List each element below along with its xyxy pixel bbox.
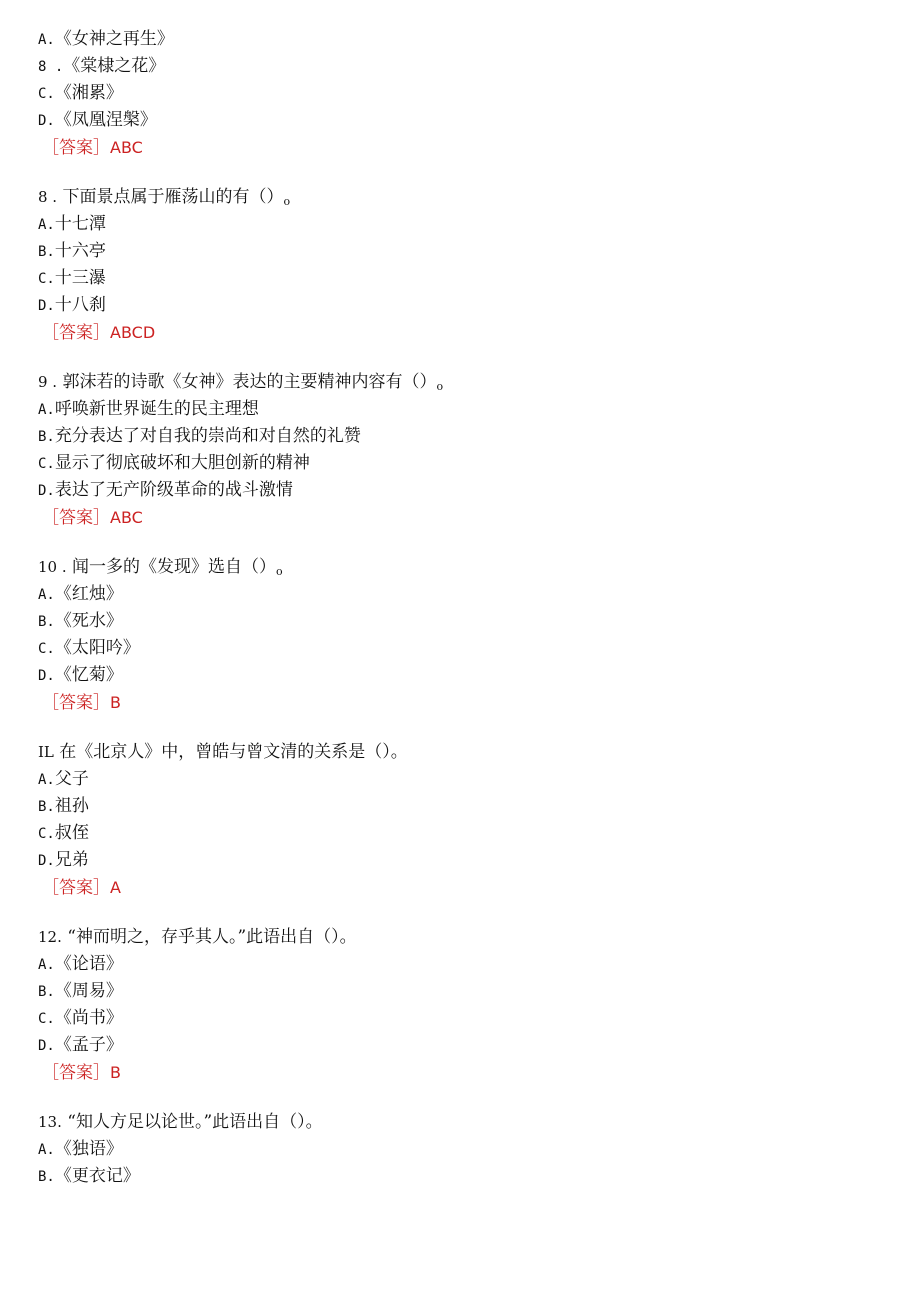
option-text: 《死水》 (54, 611, 123, 631)
option-letter: D. (38, 668, 55, 684)
option-letter: A. (38, 957, 55, 973)
answer-value: ABC (110, 508, 143, 527)
option-line (38, 951, 898, 978)
option-text: 《独语》 (54, 1139, 123, 1159)
question-stem: 下面景点属于雁荡山的有（） (62, 187, 284, 207)
option-text: 兄弟 (54, 850, 89, 870)
question-text (38, 554, 898, 581)
option-letter: A. (38, 217, 55, 233)
option-text: 十六亭 (54, 241, 106, 261)
option-line (38, 635, 898, 662)
question-number: 9 . (38, 373, 58, 391)
question-number: 8 . (38, 188, 58, 206)
option-text: 《忆菊》 (54, 665, 123, 685)
option-text: 《周易》 (54, 981, 123, 1001)
option-letter: C. (38, 271, 55, 287)
question-text (38, 739, 898, 766)
block-spacer (38, 531, 898, 554)
option-letter: B. (38, 244, 55, 260)
question-block (38, 369, 898, 554)
option-letter: C. (38, 86, 55, 102)
question-tail-mark: o (276, 565, 283, 578)
answer-value: B (110, 693, 121, 712)
question-block (38, 26, 898, 184)
answer-line (38, 689, 898, 716)
answer-value: ABC (110, 138, 143, 157)
question-number: IL (38, 743, 54, 761)
question-stem: 闻一多的《发现》选自（） (72, 557, 277, 577)
option-line (38, 292, 898, 319)
option-text: 《更衣记》 (54, 1166, 140, 1186)
option-line (38, 450, 898, 477)
question-number: 13. (38, 1113, 62, 1131)
answer-label: ［答案］ (42, 508, 110, 528)
answer-label: ［答案］ (42, 323, 110, 343)
option-letter: C. (38, 641, 55, 657)
answer-label: ［答案］ (42, 878, 110, 898)
answer-line (38, 1059, 898, 1086)
question-block (38, 739, 898, 924)
option-letter: B. (38, 799, 55, 815)
option-text: 十七潭 (54, 214, 106, 234)
option-text: 《湘累》 (54, 83, 123, 103)
question-tail-mark: o (283, 195, 291, 208)
document-body (38, 26, 898, 1190)
option-letter: B. (38, 429, 55, 445)
answer-value: A (110, 878, 121, 897)
option-letter: 8 . (38, 59, 64, 75)
option-letter: A. (38, 587, 55, 603)
option-line (38, 1005, 898, 1032)
option-text: 父子 (54, 769, 89, 789)
option-text: 充分表达了对自我的崇尚和对自然的礼赞 (54, 426, 361, 446)
question-block (38, 184, 898, 369)
option-letter: B. (38, 1169, 55, 1185)
option-line (38, 107, 898, 134)
option-line (38, 1136, 898, 1163)
option-text: 呼唤新世界诞生的民主理想 (54, 399, 259, 419)
option-line (38, 26, 898, 53)
block-spacer (38, 161, 898, 184)
option-letter: D. (38, 113, 55, 129)
answer-label: ［答案］ (42, 138, 110, 158)
option-letter: D. (38, 1038, 55, 1054)
option-letter: B. (38, 984, 55, 1000)
option-line (38, 265, 898, 292)
option-letter: C. (38, 826, 55, 842)
option-letter: D. (38, 853, 55, 869)
option-letter: B. (38, 614, 55, 630)
answer-value: B (110, 1063, 121, 1082)
block-spacer (38, 346, 898, 369)
option-letter: D. (38, 298, 55, 314)
answer-line (38, 504, 898, 531)
option-letter: A. (38, 772, 55, 788)
question-stem: 在《北京人》中，曾皓与曾文清的关系是（）。 (59, 742, 408, 762)
option-text: 十三瀑 (54, 268, 106, 288)
option-text: 《论语》 (54, 954, 123, 974)
option-text: 《凤凰涅槃》 (54, 110, 157, 130)
option-line (38, 820, 898, 847)
block-spacer (38, 1086, 898, 1109)
question-block (38, 924, 898, 1109)
block-spacer (38, 716, 898, 739)
question-number: 12. (38, 928, 62, 946)
option-line (38, 211, 898, 238)
option-line (38, 1163, 898, 1190)
option-line (38, 662, 898, 689)
option-line (38, 581, 898, 608)
option-text: 《孟子》 (54, 1035, 123, 1055)
option-text: 《太阳吟》 (54, 638, 140, 658)
option-letter: D. (38, 483, 55, 499)
option-line (38, 766, 898, 793)
option-line (38, 793, 898, 820)
question-stem: “知人方足以论世。”此语出自（）。 (67, 1112, 323, 1132)
option-text: 《红烛》 (54, 584, 123, 604)
option-text: 祖孙 (54, 796, 89, 816)
option-text: 《棠棣之花》 (63, 56, 166, 76)
option-letter: C. (38, 456, 55, 472)
option-line (38, 53, 898, 80)
option-text: 十八刹 (54, 295, 106, 315)
option-text: 叔侄 (54, 823, 89, 843)
option-letter: A. (38, 32, 55, 48)
question-block (38, 1109, 898, 1190)
option-line (38, 477, 898, 504)
option-line (38, 608, 898, 635)
answer-line (38, 874, 898, 901)
option-line (38, 80, 898, 107)
question-stem: “神而明之，存乎其人。”此语出自（）。 (67, 927, 357, 947)
option-line (38, 847, 898, 874)
answer-label: ［答案］ (42, 1063, 110, 1083)
option-letter: A. (38, 402, 55, 418)
option-line (38, 1032, 898, 1059)
question-text (38, 924, 898, 951)
option-text: 《尚书》 (54, 1008, 123, 1028)
option-text: 《女神之再生》 (54, 29, 174, 49)
answer-value: ABCD (110, 323, 156, 342)
option-line (38, 396, 898, 423)
answer-line (38, 319, 898, 346)
option-text: 表达了无产阶级革命的战斗激情 (54, 480, 293, 500)
option-letter: C. (38, 1011, 55, 1027)
question-text (38, 1109, 898, 1136)
block-spacer (38, 901, 898, 924)
question-block (38, 554, 898, 739)
option-line (38, 978, 898, 1005)
answer-label: ［答案］ (42, 693, 110, 713)
option-text: 显示了彻底破坏和大胆创新的精神 (54, 453, 310, 473)
question-tail-mark: o (436, 380, 444, 393)
answer-line (38, 134, 898, 161)
question-text (38, 184, 898, 211)
question-number: 10 . (38, 558, 67, 576)
question-stem: 郭沫若的诗歌《女神》表达的主要精神内容有（） (62, 372, 437, 392)
option-line (38, 238, 898, 265)
question-text (38, 369, 898, 396)
option-line (38, 423, 898, 450)
option-letter: A. (38, 1142, 55, 1158)
